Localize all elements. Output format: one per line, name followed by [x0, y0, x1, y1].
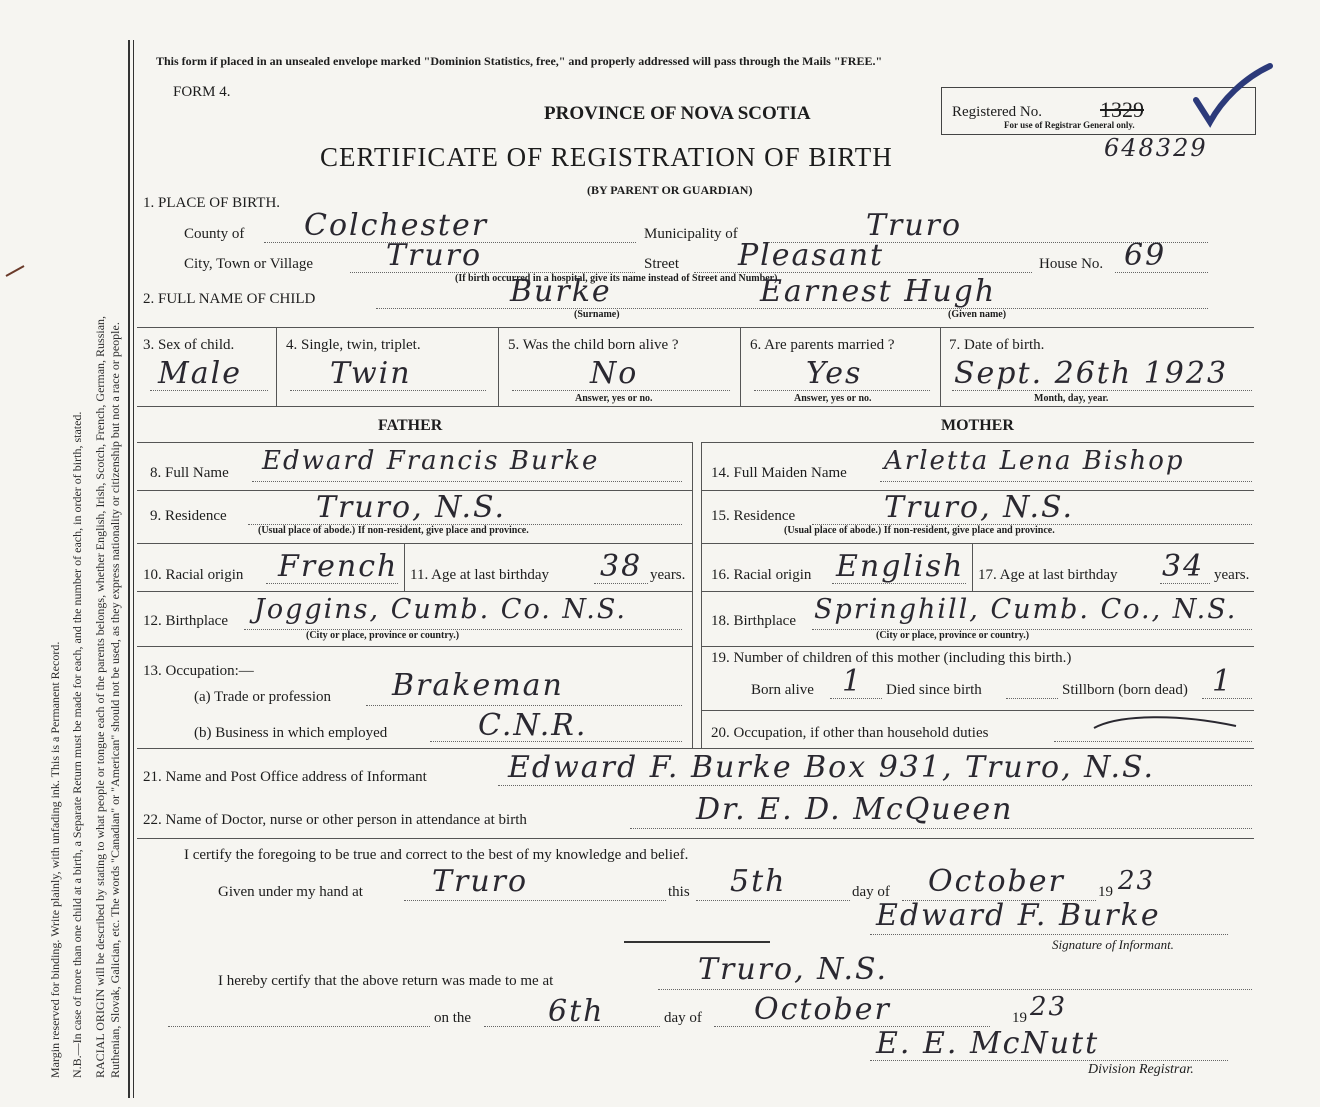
- municipality-value: Truro: [866, 208, 963, 243]
- father-birthplace-label: 12. Birthplace: [143, 613, 228, 629]
- mother-name-label: 14. Full Maiden Name: [711, 465, 847, 481]
- father-business-value: C.N.R.: [478, 708, 588, 743]
- child-given-name-value: Earnest Hugh: [760, 274, 997, 309]
- margin-note-racial-origin: RACIAL ORIGIN will be described by stating to what people or tongue each of the parents belongs, whether English, Irish, Scotch, French, German, Russian,: [93, 315, 107, 1078]
- father-age-years: years.: [650, 567, 686, 583]
- margin-note-racial-origin-2: Ruthenian, Slovak, Galician, etc. The words "Canadian" or "American" should not be used, as they express nationality or citizenship but not a race or people.: [108, 322, 122, 1078]
- return-day-value: 6th: [548, 994, 605, 1029]
- father-residence-label: 9. Residence: [150, 508, 227, 524]
- municipality-label: Municipality of: [644, 226, 738, 242]
- given-year-value: 23: [1118, 866, 1156, 896]
- born-alive-caption: Answer, yes or no.: [575, 393, 653, 404]
- child-name-label: 2. FULL NAME OF CHILD: [143, 291, 316, 307]
- registered-number-label: Registered No.: [952, 104, 1042, 120]
- return-made-statement: I hereby certify that the above return was made to me at: [218, 973, 554, 989]
- plurality-label: 4. Single, twin, triplet.: [286, 337, 421, 353]
- mother-residence-caption: (Usual place of abode.) If non-resident, give place and province.: [784, 525, 1055, 536]
- street-label: Street: [644, 256, 679, 272]
- sex-value: Male: [158, 356, 242, 391]
- mother-residence-value: Truro, N.S.: [884, 490, 1075, 525]
- certificate-subtitle: (BY PARENT OR GUARDIAN): [587, 183, 753, 197]
- given-year-prefix: 19: [1098, 884, 1113, 900]
- margin-note-binding: Margin reserved for binding. Write plainly, with unfading ink. This is a Permanent Record.: [48, 641, 62, 1078]
- county-label: County of: [184, 226, 245, 242]
- stillborn-label: Stillborn (born dead): [1062, 682, 1188, 698]
- place-of-birth-heading: 1. PLACE OF BIRTH.: [143, 195, 281, 211]
- stillborn-value: 1: [1212, 664, 1234, 699]
- mother-name-value: Arletta Lena Bishop: [884, 446, 1185, 476]
- father-age-value: 38: [600, 549, 643, 584]
- date-of-birth-caption: Month, day, year.: [1034, 393, 1109, 404]
- margin-note-multiple-births: N.B.—In case of more than one child at a birth, a Separate Return must be made for each, and the number of each, in order of birth, stated.: [70, 411, 84, 1078]
- parents-married-caption: Answer, yes or no.: [794, 393, 872, 404]
- mother-birthplace-value: Springhill, Cumb. Co., N.S.: [814, 594, 1238, 625]
- father-heading: FATHER: [378, 417, 443, 434]
- mother-racial-origin-label: 16. Racial origin: [711, 567, 812, 583]
- hospital-note: (If birth occurred in a hospital, give its name instead of Street and Number): [455, 273, 778, 284]
- return-year-prefix: 19: [1012, 1010, 1027, 1026]
- father-age-label: 11. Age at last birthday: [410, 567, 549, 583]
- certify-statement: I certify the foregoing to be true and correct to the best of my knowledge and belief.: [184, 847, 689, 863]
- born-alive-count-label: Born alive: [751, 682, 814, 698]
- born-alive-value: No: [590, 356, 639, 391]
- form-number: FORM 4.: [173, 84, 231, 100]
- doctor-value: Dr. E. D. McQueen: [696, 792, 1014, 827]
- mother-age-value: 34: [1162, 549, 1205, 584]
- given-month-value: October: [928, 864, 1065, 899]
- given-day-value: 5th: [730, 864, 787, 899]
- mother-birthplace-label: 18. Birthplace: [711, 613, 796, 629]
- given-day-of-label: day of: [852, 884, 890, 900]
- father-racial-origin-label: 10. Racial origin: [143, 567, 244, 583]
- certificate-title: CERTIFICATE OF REGISTRATION OF BIRTH: [320, 142, 893, 172]
- parents-married-label: 6. Are parents married ?: [750, 337, 895, 353]
- return-day-of-label: day of: [664, 1010, 702, 1026]
- checkmark-icon: [1192, 60, 1274, 130]
- mother-heading: MOTHER: [941, 417, 1014, 434]
- given-at-label: Given under my hand at: [218, 884, 363, 900]
- binding-line: [128, 40, 130, 1098]
- father-name-value: Edward Francis Burke: [262, 446, 600, 476]
- street-value: Pleasant: [738, 238, 885, 273]
- mother-residence-label: 15. Residence: [711, 508, 796, 524]
- child-surname-value: Burke: [510, 274, 612, 309]
- informant-value: Edward F. Burke Box 931, Truro, N.S.: [508, 750, 1156, 785]
- father-business-label: (b) Business in which employed: [194, 725, 388, 741]
- mother-children-label: 19. Number of children of this mother (including this birth.): [711, 650, 1072, 666]
- doctor-label: 22. Name of Doctor, nurse or other person in attendance at birth: [143, 812, 527, 828]
- county-value: Colchester: [304, 208, 489, 243]
- mother-birthplace-caption: (City or place, province or country.): [876, 630, 1030, 641]
- plurality-value: Twin: [330, 356, 412, 391]
- mother-age-years: years.: [1214, 567, 1250, 583]
- father-birthplace-caption: (City or place, province or country.): [306, 630, 460, 641]
- registrar-caption: Division Registrar.: [1088, 1062, 1194, 1077]
- paper-mark-icon: [4, 262, 28, 282]
- registrar-signature: E. E. McNutt: [876, 1026, 1100, 1061]
- on-the-label: on the: [434, 1010, 472, 1026]
- father-trade-value: Brakeman: [392, 668, 564, 703]
- father-residence-value: Truro, N.S.: [316, 490, 507, 525]
- return-month-value: October: [754, 992, 891, 1027]
- informant-signature-caption: Signature of Informant.: [1052, 937, 1174, 952]
- mother-age-label: 17. Age at last birthday: [978, 567, 1118, 583]
- city-label: City, Town or Village: [184, 256, 314, 272]
- mail-notice: This form if placed in an unsealed envelope marked "Dominion Statistics, free," and properly addressed will pass through the Mails "FREE.": [156, 54, 883, 68]
- father-trade-label: (a) Trade or profession: [194, 689, 332, 705]
- province-heading: PROVINCE OF NOVA SCOTIA: [544, 103, 811, 124]
- surname-caption: (Surname): [574, 309, 620, 320]
- born-alive-label: 5. Was the child born alive ?: [508, 337, 679, 353]
- city-value: Truro: [386, 238, 483, 273]
- born-alive-count-value: 1: [842, 664, 864, 699]
- father-birthplace-value: Joggins, Cumb. Co. N.S.: [254, 594, 627, 625]
- return-year-value: 23: [1030, 992, 1068, 1022]
- stamp-number: 648329: [1104, 134, 1208, 162]
- given-this-label: this: [668, 884, 690, 900]
- blank-dash-mark: [1090, 712, 1240, 734]
- return-place: Truro, N.S.: [698, 952, 889, 987]
- given-name-caption: (Given name): [948, 309, 1007, 320]
- father-racial-origin-value: French: [278, 549, 399, 584]
- informant-signature: Edward F. Burke: [876, 898, 1161, 933]
- father-residence-caption: (Usual place of abode.) If non-resident, give place and province.: [258, 525, 529, 536]
- binding-line-inner: [133, 40, 134, 1098]
- informant-label: 21. Name and Post Office address of Informant: [143, 769, 427, 785]
- father-name-label: 8. Full Name: [150, 465, 229, 481]
- father-occupation-label: 13. Occupation:—: [143, 663, 254, 679]
- house-number-label: House No.: [1039, 256, 1104, 272]
- registrar-note: For use of Registrar General only.: [1004, 120, 1135, 130]
- sex-label: 3. Sex of child.: [143, 337, 235, 353]
- died-since-birth-label: Died since birth: [886, 682, 982, 698]
- mother-occupation-label: 20. Occupation, if other than household duties: [711, 725, 989, 741]
- registered-number-value: 1329: [1100, 97, 1144, 122]
- mother-racial-origin-value: English: [836, 549, 965, 584]
- date-of-birth-value: Sept. 26th 1923: [954, 356, 1229, 391]
- parents-married-value: Yes: [806, 356, 863, 391]
- house-number-value: 69: [1124, 238, 1167, 273]
- given-at-place: Truro: [432, 864, 529, 899]
- date-of-birth-label: 7. Date of birth.: [949, 337, 1045, 353]
